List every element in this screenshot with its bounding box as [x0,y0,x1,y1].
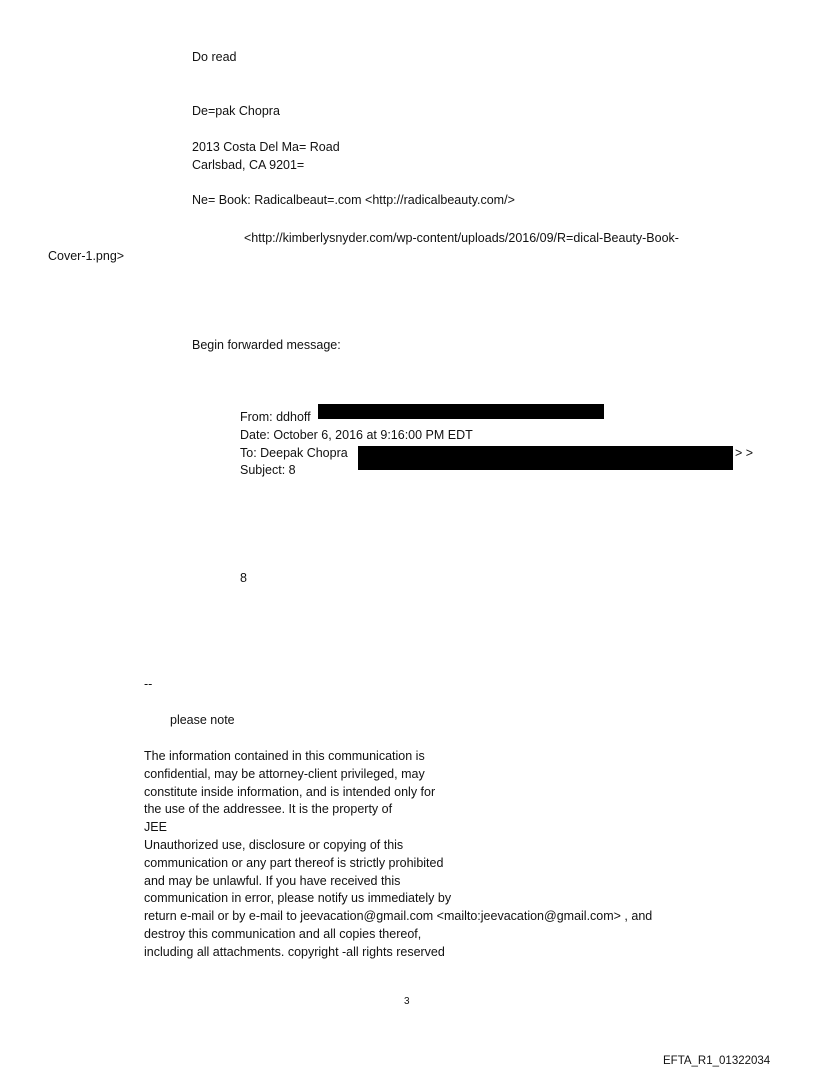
from-line: From: ddhoff [240,410,311,424]
to-line-trailing: > > [735,446,754,460]
disclaimer-line: communication or any part thereof is strictly prohibited [144,855,444,870]
disclaimer-line: Unauthorized use, disclosure or copying of this [144,837,404,852]
image-link-part-1: <http://kimberlysnyder.com/wp-content/uploads/2016/09/R=dical-Beauty-Book- [244,231,679,245]
disclaimer-line: The information contained in this communication is [144,749,425,763]
disclaimer-line: including all attachments. copyright -all rights reserved [144,944,445,959]
to-line: To: Deepak Chopra [240,446,348,460]
message-body: 8 [240,571,247,585]
disclaimer-line: constitute inside information, and is intended only for [144,784,436,799]
book-line: Ne= Book: Radicalbeaut=.com <http://radicalbeauty.com/> [192,193,515,207]
disclaimer-block [144,748,652,962]
disclaimer-line: the use of the addressee. It is the property of [144,802,393,817]
please-note-text: please note [170,713,235,727]
signature-separator: -- [144,677,153,691]
do-read-text: Do read [192,50,237,64]
disclaimer-line: communication in error, please notify us immediately by [144,891,452,906]
redaction-to-email [358,446,733,470]
address-line-1: 2013 Costa Del Ma= Road [192,140,340,154]
redaction-from-email [318,404,604,419]
disclaimer-line: confidential, may be attorney-client privileged, may [144,766,425,781]
disclaimer-line: and may be unlawful. If you have received this [144,873,401,888]
image-link-part-2: Cover-1.png> [48,249,125,263]
disclaimer-line: return e-mail or by e-mail to jeevacation@gmail.com <mailto:jeevacation@gmail.com> , and [144,909,653,924]
disclaimer-line: destroy this communication and all copies thereof, [144,926,422,941]
subject-line: Subject: 8 [240,463,296,477]
sender-name: De=pak Chopra [192,104,280,118]
forwarded-intro: Begin forwarded message: [192,338,341,352]
page-number: 3 [404,996,410,1007]
document-id: EFTA_R1_01322034 [663,1055,771,1067]
disclaimer-line: JEE [144,820,167,835]
date-line: Date: October 6, 2016 at 9:16:00 PM EDT [240,428,473,442]
address-line-2: Carlsbad, CA 9201= [192,158,305,172]
